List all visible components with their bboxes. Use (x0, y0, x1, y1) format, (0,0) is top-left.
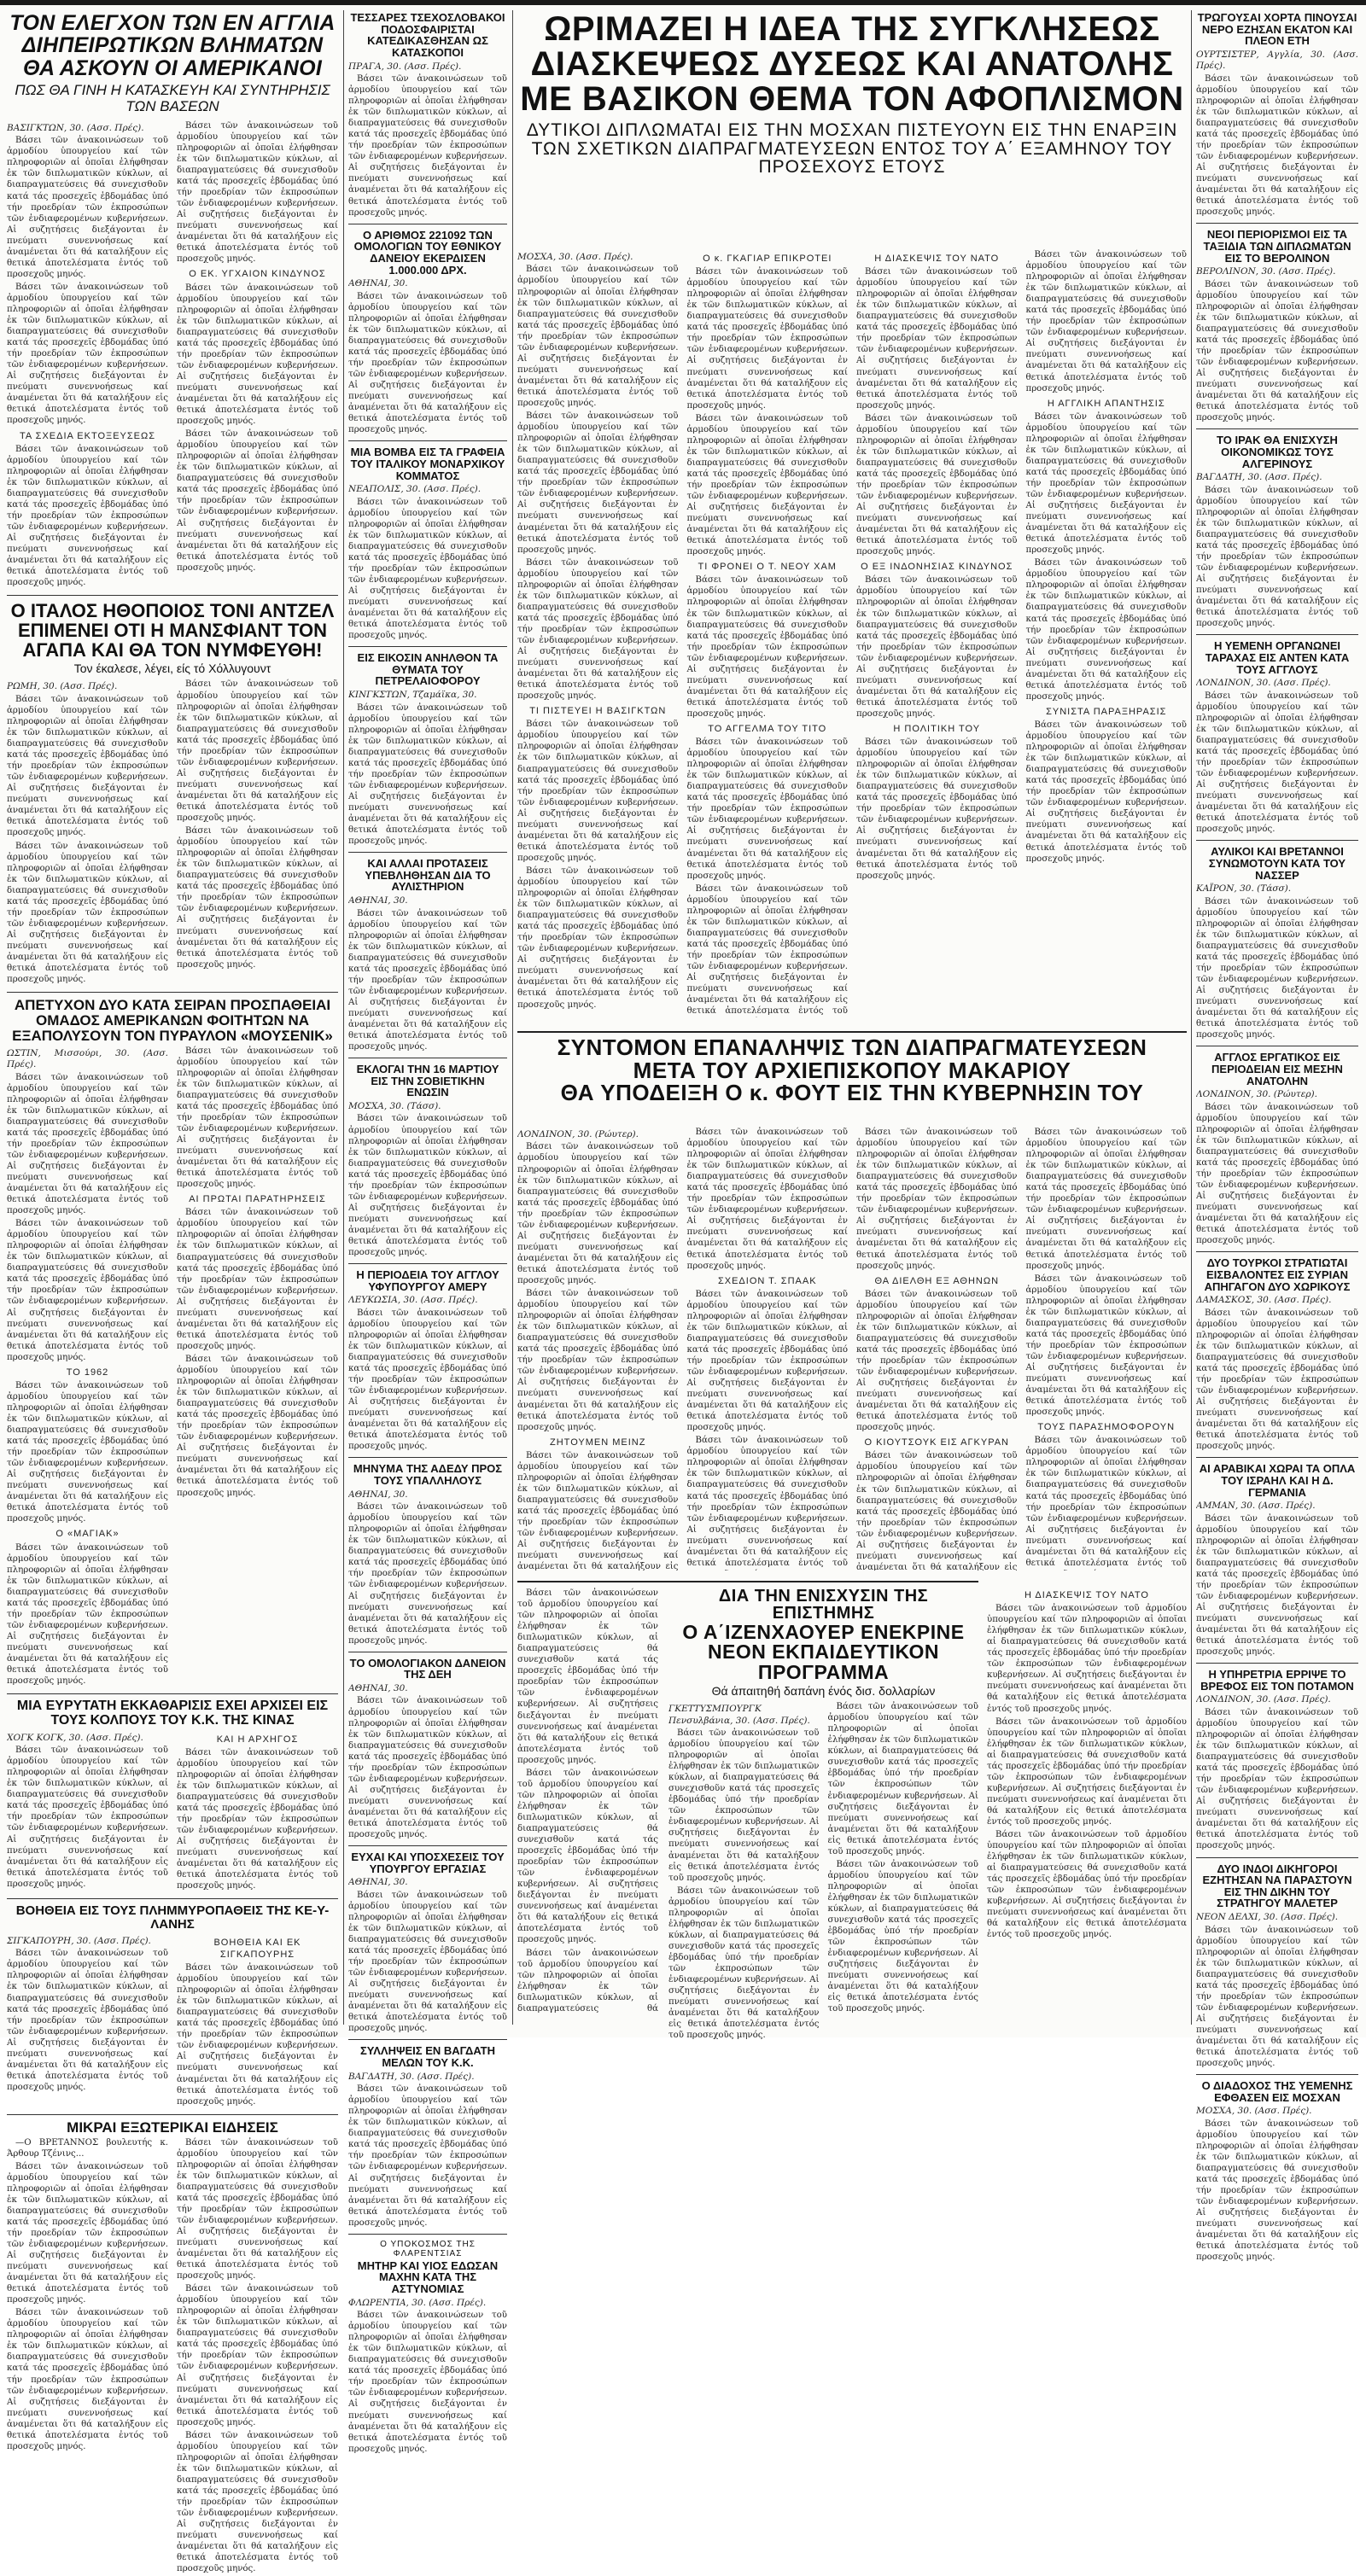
banner-headline: ΩΡΙΜΑΖΕΙ Η ΙΔΕΑ ΤΗΣ ΣΥΓΚΛΗΣΕΩΣ ΔΙΑΣΚΕΨΕΩΣ ΔΥΣΕΩΣ ΚΑΙ ΑΝΑΤΟΛΗΣ ΜΕ ΒΑΣΙΚΟΝ ΘΕΜΑ ΤΟΝ ΑΦΟΠΛΙΣΜΟΝ (520, 10, 1184, 118)
dateline: ΝΕΑΠΟΛΙΣ, 30. (Ασσ. Πρές). (348, 484, 482, 495)
article-text: Βάσει τῶν ἀνακοινώσεων τοῦ ἀρμοδίου ὑπουργείου καί τῶν πληροφοριῶν αἱ ὁποῖαι ἐλήφθησαν ἐκ τῶν διπλωματικῶν κύκλων, αἱ διαπραγματεύσεις θά συνεχισθοῦν κατά τάς προσεχεῖς ἑβδομάδας ὑπό τήν προεδρίαν τῶν ἐκπροσώπων τῶν ἐνδιαφερομένων κυβερνήσεων. Αἱ συζητήσεις διεξάγονται ἐν πνεύματι συνεννοήσεως καί ἀναμένεται ὅτι θά καταλήξουν εἰς θετικά ἀποτελέσματα ἐντός τοῦ προσεχοῦς μηνός. (1196, 691, 1358, 835)
science-subhead: Θά άπαιτηθή δαπάνη ένός δισ. δολλαρίων (711, 1684, 936, 1699)
headline-dei-loan: ΤΟ ΟΜΟΛΟΓΙΑΚΟΝ ΔΑΝΕΙΟΝ ΤΗΣ ΔΕΗ (349, 1656, 506, 1681)
article-text: Βάσει τῶν ἀνακοινώσεων τοῦ ἀρμοδίου ὑπουργείου καί τῶν πληροφοριῶν αἱ ὁποῖαι ἐλήφθησαν ἐκ τῶν διπλωματικῶν κύκλων, αἱ διαπραγματεύσεις θά συνεχισθοῦν κατά τάς προσεχεῖς ἑβδομάδας ὑπό τήν προεδρίαν τῶν ἐκπροσώπων τῶν ἐνδιαφερομένων κυβερνήσεων. Αἱ συζητήσεις διεξάγονται ἐν πνεύματι συνεννοήσεως καί ἀναμένεται ὅτι θά καταλήξουν εἰς θετικά ἀποτελέσματα ἐντός τοῦ προσεχοῦς μηνός. (7, 444, 168, 588)
headline-ceylon: ΒΟΗΘΕΙΑ ΕΙΣ ΤΟΥΣ ΠΛΗΜΜΥΡΟΠΑΘΕΙΣ ΤΗΣ ΚΕ-Υ-ΛΑΝΗΣ (15, 1903, 330, 1932)
section-heading: ΤΑ ΣΧΕΔΙΑ ΕΚΤΟΞΕΥΣΕΩΣ (19, 430, 156, 441)
section-heading: ΚΑΙ Η ΑΡΧΗΓΟΣ (216, 1734, 299, 1745)
headline-florence: ΜΗΤΗΡ ΚΑΙ ΥΙΟΣ ΕΔΩΣΑΝ ΜΑΧΗΝ ΚΑΤΑ ΤΗΣ ΑΣΤΥΝΟΜΙΑΣ (357, 2258, 499, 2296)
article-text: Βάσει τῶν ἀνακοινώσεων τοῦ ἀρμοδίου ὑπουργείου καί τῶν πληροφοριῶν αἱ ὁποῖαι ἐλήφθησαν ἐκ τῶν διπλωματικῶν κύκλων, αἱ διαπραγματεύσεις θά συνεχισθοῦν κατά τάς προσεχεῖς ἑβδομάδας ὑπό τήν προεδρίαν τῶν ἐκπροσώπων τῶν ἐνδιαφερομένων κυβερνήσεων. Αἱ συζητήσεις διεξάγονται ἐν πνεύματι συνεννοήσεως καί ἀναμένεται ὅτι θά καταλήξουν εἰς θετικά ἀποτελέσματα ἐντός τοῦ προσεχοῦς μηνός. (7, 1219, 168, 1362)
article-text: Βάσει τῶν ἀνακοινώσεων τοῦ ἀρμοδίου ὑπουργείου καί τῶν πληροφοριῶν αἱ ὁποῖαι ἐλήφθησαν ἐκ τῶν διπλωματικῶν κύκλων, αἱ διαπραγματεύσεις θά (517, 1948, 658, 2014)
article-text: Βάσει τῶν ἀνακοινώσεων τοῦ ἀρμοδίου ὑπουργείου καί τῶν πληροφοριῶν αἱ ὁποῖαι ἐλήφθησαν ἐκ τῶν διπλωματικῶν κύκλων, αἱ διαπραγματεύσεις θά συνεχισθοῦν κατά τάς προσεχεῖς ἑβδομάδας ὑπό τήν προεδρίαν τῶν ἐκπροσώπων τῶν ἐνδιαφερομένων κυβερνήσεων. Αἱ συζητήσεις διεξάγονται ἐν πνεύματι συνεννοήσεως καί ἀναμένεται ὅτι θά καταλήξουν εἰς θετικά ἀποτελέσματα ἐντός τοῦ προσεχοῦς μηνός. (177, 1747, 338, 1891)
headline-soviet-elections: ΕΚΛΟΓΑΙ ΤΗΝ 16 ΜΑΡΤΙΟΥ ΕΙΣ ΤΗΝ ΣΟΒΙΕΤΙΚΗΝ ΕΝΩΣΙΝ (356, 1063, 499, 1099)
headline-foreign-news: ΜΙΚΡΑΙ ΕΞΩΤΕΡΙΚΑΙ ΕΙΔΗΣΕΙΣ (67, 2118, 278, 2136)
article-text: Βάσει τῶν ἀνακοινώσεων τοῦ ἀρμοδίου ὑπουργείου καί τῶν πληροφοριῶν αἱ ὁποῖαι ἐλήφθησαν ἐκ τῶν διπλωματικῶν κύκλων, αἱ διαπραγματεύσεις θά συνεχισθοῦν κατά τάς προσεχεῖς ἑβδομάδας ὑπό τήν προεδρίαν τῶν ἐκπροσώπων τῶν ἐνδιαφερομένων κυβερνήσεων. Αἱ συζητήσεις διεξάγονται ἐν πνεύματι συνεννοήσεως καί ἀναμένεται ὅτι θά καταλήξουν εἰς θετικά ἀποτελέσματα ἐντός τοῦ προσεχοῦς μηνός. (7, 2308, 168, 2451)
article-text: Βάσει τῶν ἀνακοινώσεων τοῦ ἀρμοδίου ὑπουργείου καί τῶν πληροφοριῶν αἱ ὁποῖαι ἐλήφθησαν ἐκ τῶν διπλωματικῶν κύκλων, αἱ διαπραγματεύσεις θά συνεχισθοῦν κατά τάς προσεχεῖς ἑβδομάδας ὑπό τήν προεδρίαν τῶν ἐκπροσώπων τῶν ἐνδιαφερομένων κυβερνήσεων. Αἱ συζητήσεις διεξάγονται ἐν πνεύματι συνεννοήσεως καί ἀναμένεται ὅτι θά καταλήξουν εἰς θετικά ἀποτελέσματα ἐντός τοῦ προσεχοῦς μηνός. (7, 2161, 168, 2305)
science-continuation (987, 1586, 1187, 2013)
headline-berlin: ΝΕΟΙ ΠΕΡΙΟΡΙΣΜΟΙ ΕΙΣ ΤΑ ΤΑΞΙΔΙΑ ΤΩΝ ΔΙΠΛΩΜΑΤΩΝ ΕΙΣ ΤΟ ΒΕΡΟΛΙΝΟΝ (1203, 228, 1351, 265)
headline-actor: Ο ΙΤΑΛΟΣ ΗΘΟΠΟΙΟΣ ΤΟΝΙ ΑΝΤΖΕΛ ΕΠΙΜΕΝΕΙ ΟΤΙ Η ΜΑΝΣΦΙΑΝΤ ΤΟΝ ΑΓΑΠΑ ΚΑΙ ΘΑ ΤΟΝ ΝΥΜΦΕΥΘΗ! (10, 600, 335, 661)
article-text: Βάσει τῶν ἀνακοινώσεων τοῦ ἀρμοδίου ὑπουργείου καί τῶν πληροφοριῶν αἱ ὁποῖαι ἐλήφθησαν ἐκ τῶν διπλωματικῶν κύκλων, αἱ διαπραγματεύσεις θά συνεχισθοῦν κατά τάς προσεχεῖς ἑβδομάδας ὑπό τήν προεδρίαν τῶν ἐκπροσώπων τῶν ἐνδιαφερομένων κυβερνήσεων. Αἱ συζητήσεις διεξάγονται ἐν πνεύματι συνεννοήσεως καί ἀναμένεται ὅτι θά καταλήξουν εἰς θετικά ἀποτελέσματα ἐντός τοῦ προσεχοῦς μηνός. (177, 1208, 338, 1351)
article-text: Βάσει τῶν ἀνακοινώσεων τοῦ ἀρμοδίου ὑπουργείου καί τῶν πληροφοριῶν αἱ ὁποῖαι ἐλήφθησαν ἐκ τῶν διπλωματικῶν κύκλων, αἱ διαπραγματεύσεις θά συνεχισθοῦν κατά τάς προσεχεῖς ἑβδομάδας ὑπό τήν προεδρίαν τῶν ἐκπροσώπων τῶν ἐνδιαφερομένων κυβερνήσεων. Αἱ συζητήσεις διεξάγονται ἐν πνεύματι συνεννοήσεως καί ἀναμένεται ὅτι θά καταλήξουν εἰς θετικά ἀποτελέσματα ἐντός τοῦ προσεχοῦς μηνός. (517, 265, 679, 408)
article-text: Βάσει τῶν ἀνακοινώσεων τοῦ ἀρμοδίου ὑπουργείου καί τῶν πληροφοριῶν αἱ ὁποῖαι ἐλήφθησαν ἐκ τῶν διπλωματικῶν κύκλων, αἱ διαπραγματεύσεις θά συνεχισθοῦν κατά τάς προσεχεῖς ἑβδομάδας ὑπό τήν προεδρίαν τῶν ἐκπροσώπων τῶν ἐνδιαφερομένων κυβερνήσεων. Αἱ συζητήσεις διεξάγονται ἐν πνεύματι συνεννοήσεως καί ἀναμένεται ὅτι θά καταλήξουν εἰς θετικά ἀποτελέσματα ἐντός τοῦ προσεχοῦς μηνός. (987, 1716, 1187, 1827)
column-5 (1196, 10, 1358, 2264)
section-heading: ΣΥΝΙΣΤΑ ΠΑΡΑΞΗΡΑΣΙΣ (1046, 706, 1167, 717)
headline-amery: Η ΠΕΡΙΟΔΕΙΑ ΤΟΥ ΑΓΓΛΟΥ ΥΦΥΠΟΥΡΓΟΥ ΑΜΕΡΥ (356, 1268, 499, 1293)
article-text: Βάσει τῶν ἀνακοινώσεων τοῦ ἀρμοδίου ὑπουργείου καί τῶν πληροφοριῶν αἱ ὁποῖαι ἐλήφθησαν ἐκ τῶν διπλωματικῶν κύκλων, αἱ διαπραγματεύσεις θά συνεχισθοῦν κατά τάς προσεχεῖς ἑβδομάδας ὑπό τήν προεδρίαν τῶν ἐκπροσώπων τῶν ἐνδιαφερομένων κυβερνήσεων. Αἱ συζητήσεις διεξάγονται ἐν πνεύματι συνεννοήσεως καί ἀναμένεται ὅτι θά καταλήξουν εἰς θετικά ἀποτελέσματα ἐντός τοῦ προσεχοῦς μηνός. (517, 865, 679, 1010)
article-text: Βάσει τῶν ἀνακοινώσεων τοῦ ἀρμοδίου ὑπουργείου καί τῶν πληροφοριῶν αἱ ὁποῖαι ἐλήφθησαν ἐκ τῶν διπλωματικῶν κύκλων, αἱ διαπραγματεύσεις θά συνεχισθοῦν κατά τάς προσεχεῖς ἑβδομάδας ὑπό τήν προεδρίαν τῶν ἐκπροσώπων τῶν ἐνδιαφερομένων κυβερνήσεων. Αἱ συζητήσεις διεξάγονται ἐν πνεύματι συνεννοήσεως καί ἀναμένεται ὅτι θά καταλήξουν εἰς θετικά ἀποτελέσματα ἐντός τοῦ προσεχοῦς μηνός. (1025, 250, 1187, 393)
headline-nasser: ΑΥΛΙΚΟΙ ΚΑΙ ΒΡΕΤΑΝΝΟΙ ΣΥΝΩΜΟΤΟΥΝ ΚΑΤΑ ΤΟΥ ΝΑΣΣΕΡ (1208, 845, 1346, 882)
cyprus-story (517, 1031, 1187, 1104)
column-rule (343, 10, 344, 2025)
article-text: Βάσει τῶν ἀνακοινώσεων τοῦ ἀρμοδίου ὑπουργείου καί τῶν πληροφοριῶν αἱ ὁποῖαι ἐλήφθησαν ἐκ τῶν διπλωματικῶν κύκλων, αἱ διαπραγματεύσεις θά συνεχισθοῦν κατά τάς προσεχεῖς ἑβδομάδας ὑπό τήν προεδρίαν τῶν ἐκπροσώπων τῶν ἐνδιαφερομένων κυβερνήσεων. Αἱ συζητήσεις διεξάγονται ἐν πνεύματι συνεννοήσεως καί ἀναμένεται ὅτι θά καταλήξουν εἰς θετικά ἀποτελέσματα ἐντός τοῦ προσεχοῦς μηνός. (348, 702, 507, 847)
section-heading: Ο ΕΚ. ΥΓΧΑΙΟΝ ΚΙΝΔΥΝΟΣ (189, 269, 326, 280)
headline-lottery: Ο ΑΡΙΘΜΟΣ 221092 ΤΩΝ ΟΜΟΛΟΓΙΩΝ ΤΟΥ ΕΘΝΙΚΟΥ ΔΑΝΕΙΟΥ ΕΚΕΡΔΙΣΕΝ 1.000.000 ΔΡΧ. (353, 228, 502, 277)
dateline: ΑΘΗΝΑΙ, 30. (348, 1683, 408, 1694)
dateline: ΡΩΜΗ, 30. (Ασσ. Πρές). (7, 681, 118, 692)
article-text: Βάσει τῶν ἀνακοινώσεων τοῦ ἀρμοδίου ὑπουργείου καί τῶν πληροφοριῶν αἱ ὁποῖαι ἐλήφθησαν ἐκ τῶν διπλωματικῶν κύκλων, αἱ διαπραγματεύσεις θά συνεχισθοῦν κατά τάς προσεχεῖς ἑβδομάδας ὑπό τήν προεδρίαν τῶν ἐκπροσώπων τῶν ἐνδιαφερομένων κυβερνήσεων. Αἱ συζητήσεις διεξάγονται ἐν πνεύματι συνεννοήσεως καί ἀναμένεται ὅτι θά καταλήξουν εἰς θετικά ἀποτελέσματα ἐντός τοῦ προσεχοῦς μηνός. (517, 1588, 658, 1765)
article-text: Βάσει τῶν ἀνακοινώσεων τοῦ ἀρμοδίου ὑπουργείου καί τῶν πληροφοριῶν αἱ ὁποῖαι ἐλήφθησαν ἐκ τῶν διπλωματικῶν κύκλων, αἱ διαπραγματεύσεις θά συνεχισθοῦν κατά τάς προσεχεῖς ἑβδομάδας ὑπό τήν προεδρίαν τῶν ἐκπροσώπων τῶν ἐνδιαφερομένων κυβερνήσεων. Αἱ συζητήσεις διεξάγονται ἐν πνεύματι συνεννοήσεως καί ἀναμένεται ὅτι θά καταλήξουν εἰς θετικά ἀποτελέσματα ἐντός τοῦ προσεχοῦς μηνός. (7, 1380, 168, 1524)
section-heading: Η ΔΙΑΣΚΕΨΙΣ ΤΟΥ ΝΑΤΟ (874, 254, 1000, 264)
article-text: Βάσει τῶν ἀνακοινώσεων τοῦ ἀρμοδίου ὑπουργείου καί τῶν πληροφοριῶν αἱ ὁποῖαι ἐλήφθησαν ἐκ τῶν διπλωματικῶν κύκλων, αἱ διαπραγματεύσεις θά συνεχισθοῦν κατά τάς προσεχεῖς ἑβδομάδας ὑπό τήν προεδρίαν τῶν ἐκπροσώπων τῶν ἐνδιαφερομένων κυβερνήσεων. Αἱ συζητήσεις διεξάγονται ἐν πνεύματι συνεννοήσεως καί ἀναμένεται ὅτι θά καταλήξουν εἰς θετικά ἀποτελέσματα ἐντός τοῦ προσεχοῦς μηνός. (856, 1289, 1018, 1433)
article-text: Βάσει τῶν ἀνακοινώσεων τοῦ ἀρμοδίου ὑπουργείου καί τῶν πληροφοριῶν αἱ ὁποῖαι ἐλήφθησαν ἐκ τῶν διπλωματικῶν κύκλων, αἱ διαπραγματεύσεις θά συνεχισθοῦν κατά τάς προσεχεῖς ἑβδομάδας ὑπό τήν προεδρίαν τῶν ἐκπροσώπων τῶν ἐνδιαφερομένων κυβερνήσεων. Αἱ συζητήσεις διεξάγονται ἐν πνεύματι συνεννοήσεως καί ἀναμένεται ὅτι θά καταλήξουν εἰς θετικά ἀποτελέσματα ἐντός τοῦ προσεχοῦς μηνός. (1025, 1128, 1187, 1271)
column-2 (348, 10, 507, 2457)
headline-yemen-heir: Ο ΔΙΑΔΟΧΟΣ ΤΗΣ ΥΕΜΕΝΗΣ ΕΦΘΑΣΕΝ ΕΙΣ ΜΟΣΧΑΝ (1201, 2079, 1353, 2104)
section-heading: Ο ΚΙΟΥΤΣΟΥΚ ΕΙΣ ΑΓΚΥΡΑΝ (864, 1437, 1009, 1448)
article-text: Βάσει τῶν ἀνακοινώσεων τοῦ ἀρμοδίου ὑπουργείου καί τῶν πληροφοριῶν αἱ ὁποῖαι ἐλήφθησαν ἐκ τῶν διπλωματικῶν κύκλων, αἱ διαπραγματεύσεις θά συνεχισθοῦν κατά τάς προσεχεῖς ἑβδομάδας ὑπό τήν προεδρίαν τῶν ἐκπροσώπων τῶν ἐνδιαφερομένων κυβερνήσεων. Αἱ συζητήσεις διεξάγονται ἐν πνεύματι συνεννοήσεως καί ἀναμένεται ὅτι θά καταλήξουν εἰς θετικά ἀποτελέσματα ἐντός τοῦ προσεχοῦς μηνός. (517, 1142, 679, 1285)
article-text: Βάσει τῶν ἀνακοινώσεων τοῦ ἀρμοδίου ὑπουργείου καί τῶν πληροφοριῶν αἱ ὁποῖαι ἐλήφθησαν ἐκ τῶν διπλωματικῶν κύκλων, αἱ διαπραγματεύσεις θά συνεχισθοῦν κατά τάς προσεχεῖς ἑβδομάδας ὑπό τήν προεδρίαν τῶν ἐκπροσώπων τῶν ἐνδιαφερομένων κυβερνήσεων. Αἱ συζητήσεις διεξάγονται ἐν πνεύματι συνεννοήσεως καί ἀναμένεται ὅτι θά καταλήξουν εἰς θετικά ἀποτελέσματα ἐντός τοῦ προσεχοῦς μηνός. (177, 2284, 338, 2427)
article-text: Βάσει τῶν ἀνακοινώσεων τοῦ ἀρμοδίου ὑπουργείου καί τῶν πληροφοριῶν αἱ ὁποῖαι ἐλήφθησαν ἐκ τῶν διπλωματικῶν κύκλων, αἱ διαπραγματεύσεις θά συνεχισθοῦν κατά τάς προσεχεῖς ἑβδομάδας ὑπό τήν προεδρίαν τῶν ἐκπροσώπων τῶν ἐνδιαφερομένων κυβερνήσεων. Αἱ συζητήσεις διεξάγονται ἐν πνεύματι συνεννοήσεως καί ἀναμένεται ὅτι θά καταλήξουν εἰς θετικά ἀποτελέσματα ἐντός τοῦ προσεχοῦς μηνός. (348, 1114, 507, 1258)
article-text: Βάσει τῶν ἀνακοινώσεων τοῦ ἀρμοδίου ὑπουργείου καί τῶν πληροφοριῶν αἱ ὁποῖαι ἐλήφθησαν ἐκ τῶν διπλωματικῶν κύκλων, αἱ διαπραγματεύσεις θά συνεχισθοῦν κατά τάς προσεχεῖς ἑβδομάδας ὑπό τήν προεδρίαν τῶν ἐκπροσώπων τῶν ἐνδιαφερομένων κυβερνήσεων. Αἱ συζητήσεις διεξάγονται ἐν πνεύματι συνεννοήσεως καί ἀναμένεται ὅτι θά καταλήξουν εἰς θετικά ἀποτελέσματα ἐντός τοῦ προσεχοῦς μηνός. (856, 267, 1018, 411)
headline-proposals: ΚΑΙ ΑΛΛΑΙ ΠΡΟΤΑΣΕΙΣ ΥΠΕΒΛΗΘΗΣΑΝ ΔΙΑ ΤΟ ΑΥΛΙΣΤΗΡΙΟΝ (365, 857, 491, 894)
subhead-ballistic: ΠΩΣ ΘΑ ΓΙΝΗ Η ΚΑΤΑΣΚΕΥΗ ΚΑΙ ΣΥΝΤΗΡΗΣΙΣ ΤΩΝ ΒΑΣΕΩΝ (15, 81, 330, 115)
article-text: Βάσει τῶν ἀνακοινώσεων τοῦ ἀρμοδίου ὑπουργείου καί τῶν πληροφοριῶν αἱ ὁποῖαι ἐλήφθησαν ἐκ τῶν διπλωματικῶν κύκλων, αἱ διαπραγματεύσεις θά συνεχισθοῦν κατά τάς προσεχεῖς ἑβδομάδας ὑπό τήν προεδρίαν τῶν ἐκπροσώπων τῶν ἐνδιαφερομένων κυβερνήσεων. Αἱ συζητήσεις διεξάγονται ἐν πνεύματι συνεννοήσεως καί ἀναμένεται ὅτι θά καταλήξουν εἰς θετικά ἀποτελέσματα ἐντός τοῦ προσεχοῦς μηνός. (177, 429, 338, 573)
article-text: Βάσει τῶν ἀνακοινώσεων τοῦ ἀρμοδίου ὑπουργείου καί τῶν πληροφοριῶν αἱ ὁποῖαι ἐλήφθησαν ἐκ τῶν διπλωματικῶν κύκλων, αἱ διαπραγματεύσεις θά συνεχισθοῦν κατά τάς προσεχεῖς ἑβδομάδας ὑπό τήν προεδρίαν τῶν ἐκπροσώπων τῶν ἐνδιαφερομένων κυβερνήσεων. Αἱ συζητήσεις διεξάγονται ἐν πνεύματι συνεννοήσεως καί ἀναμένεται ὅτι θά καταλήξουν εἰς θετικά ἀποτελέσματα ἐντός τοῦ προσεχοῦς μηνός. (686, 267, 848, 411)
headline-tanker: ΕΙΣ ΕΙΚΟΣΙΝ ΑΝΗΛΘΟΝ ΤΑ ΘΥΜΑΤΑ ΤΟΥ ΠΕΤΡΕΛΑΙΟΦΟΡΟΥ (357, 651, 499, 688)
article-text: Βάσει τῶν ἀνακοινώσεων τοῦ ἀρμοδίου ὑπουργείου καί τῶν πληροφοριῶν αἱ ὁποῖαι ἐλήφθησαν ἐκ τῶν διπλωματικῶν κύκλων, αἱ διαπραγματεύσεις θά συνεχισθοῦν κατά τάς προσεχεῖς ἑβδομάδας ὑπό τήν προεδρίαν τῶν ἐκπροσώπων τῶν ἐνδιαφερομένων κυβερνήσεων. Αἱ συζητήσεις διεξάγονται ἐν πνεύματι συνεννοήσεως καί ἀναμένεται ὅτι θά καταλήξουν εἰς θετικά ἀποτελέσματα ἐντός τοῦ προσεχοῦς μηνός. (517, 720, 679, 863)
article-text: Βάσει τῶν ἀνακοινώσεων τοῦ ἀρμοδίου ὑπουργείου καί τῶν πληροφοριῶν αἱ ὁποῖαι ἐλήφθησαν ἐκ τῶν διπλωματικῶν κύκλων, αἱ διαπραγματεύσεις θά συνεχισθοῦν κατά τάς προσεχεῖς ἑβδομάδας ὑπό τήν προεδρίαν τῶν ἐκπροσώπων τῶν ἐνδιαφερομένων κυβερνήσεων. Αἱ συζητήσεις διεξάγονται ἐν πνεύματι συνεννοήσεως καί ἀναμένεται ὅτι θά καταλήξουν εἰς θετικά ἀποτελέσματα ἐντός τοῦ προσεχοῦς μηνός. (348, 497, 507, 641)
article-text: Βάσει τῶν ἀνακοινώσεων τοῦ ἀρμοδίου ὑπουργείου καί τῶν πληροφοριῶν αἱ ὁποῖαι ἐλήφθησαν ἐκ τῶν διπλωματικῶν κύκλων, αἱ διαπραγματεύσεις θά συνεχισθοῦν κατά τάς προσεχεῖς ἑβδομάδας ὑπό τήν προεδρίαν τῶν ἐκπροσώπων τῶν ἐνδιαφερομένων κυβερνήσεων. Αἱ συζητήσεις διεξάγονται ἐν πνεύματι συνεννοήσεως καί ἀναμένεται ὅτι θά καταλήξουν εἰς θετικά ἀποτελέσματα ἐντός τοῦ προσεχοῦς μηνός. (827, 1702, 978, 1856)
article-text: Βάσει τῶν ἀνακοινώσεων τοῦ ἀρμοδίου ὑπουργείου καί τῶν πληροφοριῶν αἱ ὁποῖαι ἐλήφθησαν ἐκ τῶν διπλωματικῶν κύκλων, αἱ διαπραγματεύσεις θά συνεχισθοῦν κατά τάς προσεχεῖς ἑβδομάδας ὑπό τήν προεδρίαν τῶν ἐκπροσώπων τῶν ἐνδιαφερομένων κυβερνήσεων. Αἱ συζητήσεις διεξάγονται ἐν πνεύματι συνεννοήσεως καί ἀναμένεται ὅτι θά καταλήξουν εἰς θετικά ἀποτελέσματα ἐντός τοῦ προσεχοῦς μηνός. (348, 2084, 507, 2228)
article-text: Βάσει τῶν ἀνακοινώσεων τοῦ ἀρμοδίου ὑπουργείου καί τῶν πληροφοριῶν αἱ ὁποῖαι ἐλήφθησαν ἐκ τῶν διπλωματικῶν κύκλων, αἱ διαπραγματεύσεις θά συνεχισθοῦν κατά τάς προσεχεῖς ἑβδομάδας ὑπό τήν προεδρίαν τῶν ἐκπροσώπων τῶν ἐνδιαφερομένων κυβερνήσεων. Αἱ συζητήσεις διεξάγονται ἐν πνεύματι συνεννοήσεως καί ἀναμένεται ὅτι θά καταλήξουν εἰς θετικά ἀποτελέσματα ἐντός τοῦ προσεχοῦς μηνός. (177, 1963, 338, 2107)
dateline: ΛΟΝΔΙΝΟΝ, 30. (Ρώυτερ). (517, 1129, 639, 1139)
article-text: Βάσει τῶν ἀνακοινώσεων τοῦ ἀρμοδίου ὑπουργείου καί τῶν πληροφοριῶν αἱ ὁποῖαι ἐλήφθησαν ἐκ τῶν διπλωματικῶν κύκλων, αἱ διαπραγματεύσεις θά συνεχισθοῦν κατά τάς προσεχεῖς ἑβδομάδας ὑπό τήν προεδρίαν τῶν ἐκπροσώπων τῶν ἐνδιαφερομένων κυβερνήσεων. Αἱ συζητήσεις διεξάγονται ἐν πνεύματι συνεννοήσεως καί ἀναμένεται ὅτι θά καταλήξουν εἰς θετικά ἀποτελέσματα ἐντός τοῦ προσεχοῦς μηνός. (1196, 1925, 1358, 2069)
dateline: ΟΥΡΤΣΙΣΤΕΡ, Αγγλία, 30. (Ασσ. Πρές). (1196, 49, 1358, 72)
article-text: Βάσει τῶν ἀνακοινώσεων τοῦ ἀρμοδίου ὑπουργείου καί τῶν πληροφοριῶν αἱ ὁποῖαι ἐλήφθησαν ἐκ τῶν διπλωματικῶν κύκλων, αἱ διαπραγματεύσεις θά συνεχισθοῦν κατά τάς προσεχεῖς ἑβδομάδας ὑπό τήν προεδρίαν τῶν ἐκπροσώπων τῶν ἐνδιαφερομένων κυβερνήσεων. Αἱ συζητήσεις διεξάγονται ἐν πνεύματι συνεννοήσεως καί ἀναμένεται ὅτι θά καταλήξουν εἰς θετικά ἀποτελέσματα ἐντός τοῦ προσεχοῦς μηνός. (1196, 1513, 1358, 1658)
headline-yemen-aden: Η ΥΕΜΕΝΗ ΟΡΓΑΝΩΝΕΙ ΤΑΡΑΧΑΣ ΕΙΣ ΑΝΤΕΝ ΚΑΤΑ ΤΟΥΣ ΑΓΓΛΟΥΣ (1205, 639, 1350, 676)
article-text: Βάσει τῶν ἀνακοινώσεων τοῦ ἀρμοδίου ὑπουργείου καί τῶν πληροφοριῶν αἱ ὁποῖαι ἐλήφθησαν ἐκ τῶν διπλωματικῶν κύκλων, αἱ διαπραγματεύσεις θά συνεχισθοῦν κατά τάς προσεχεῖς ἑβδομάδας ὑπό τήν προεδρίαν τῶν ἐκπροσώπων τῶν ἐνδιαφερομένων κυβερνήσεων. Αἱ συζητήσεις διεξάγονται ἐν πνεύματι συνεννοήσεως καί ἀναμένεται ὅτι θά καταλήξουν εἰς θετικά ἀποτελέσματα ἐντός τοῦ προσεχοῦς μηνός. (856, 1128, 1018, 1271)
headline-china: ΜΙΑ ΕΥΡΥΤΑΤΗ ΕΚΚΑΘΑΡΙΣΙΣ ΕΧΕΙ ΑΡΧΙΣΕΙ ΕΙΣ ΤΟΥΣ ΚΟΛΠΟΥΣ ΤΟΥ Κ.Κ. ΤΗΣ ΚΙΝΑΣ (16, 1699, 329, 1728)
article-text: Βάσει τῶν ἀνακοινώσεων τοῦ ἀρμοδίου ὑπουργείου καί τῶν πληροφοριῶν αἱ ὁποῖαι ἐλήφθησαν ἐκ τῶν διπλωματικῶν κύκλων, αἱ διαπραγματεύσεις θά συνεχισθοῦν κατά τάς προσεχεῖς ἑβδομάδας ὑπό τήν προεδρίαν τῶν ἐκπροσώπων τῶν ἐνδιαφερομένων κυβερνήσεων. Αἱ συζητήσεις διεξάγονται ἐν πνεύματι συνεννοήσεως καί ἀναμένεται ὅτι θά καταλήξουν εἰς θετικά ἀποτελέσματα ἐντός τοῦ προσεχοῦς μηνός. (7, 694, 168, 838)
kicker: Ο ΥΠΟΚΟΣΜΟΣ ΤΗΣ ΦΛΑΡΕΝΤΣΙΑΣ (380, 2239, 476, 2258)
article-text: Βάσει τῶν ἀνακοινώσεων τοῦ ἀρμοδίου ὑπουργείου καί τῶν πληροφοριῶν αἱ ὁποῖαι ἐλήφθησαν ἐκ τῶν διπλωματικῶν κύκλων, αἱ διαπραγματεύσεις θά συνεχισθοῦν κατά τάς προσεχεῖς ἑβδομάδας ὑπό τήν προεδρίαν τῶν ἐκπροσώπων τῶν ἐνδιαφερομένων κυβερνήσεων. Αἱ συζητήσεις διεξάγονται ἐν πνεύματι συνεννοήσεως καί ἀναμένεται ὅτι θά καταλήξουν εἰς θετικά ἀποτελέσματα ἐντός τοῦ προσεχοῦς μηνός. (348, 1502, 507, 1646)
article-text: Βάσει τῶν ἀνακοινώσεων τοῦ ἀρμοδίου ὑπουργείου καί τῶν πληροφοριῶν αἱ ὁποῖαι ἐλήφθησαν ἐκ τῶν διπλωματικῶν κύκλων, αἱ διαπραγματεύσεις θά συνεχισθοῦν κατά τάς προσεχεῖς ἑβδομάδας ὑπό τήν προεδρίαν τῶν ἐκπροσώπων τῶν ἐνδιαφερομένων κυβερνήσεων. Αἱ συζητήσεις διεξάγονται ἐν πνεύματι συνεννοήσεως καί ἀναμένεται ὅτι θά καταλήξουν εἰς (517, 1450, 679, 1571)
section-heading: Ο κ. ΓΚΑΓΙΑΡ ΕΠΙΚΡΟΤΕΙ (703, 254, 832, 264)
article-text: Βάσει τῶν ἀνακοινώσεων τοῦ ἀρμοδίου ὑπουργείου καί τῶν πληροφοριῶν αἱ ὁποῖαι ἐλήφθησαν ἐκ τῶν διπλωματικῶν κύκλων, αἱ διαπραγματεύσεις θά συνεχισθοῦν κατά τάς προσεχεῖς ἑβδομάδας ὑπό τήν προεδρίαν τῶν ἐκπροσώπων τῶν ἐνδιαφερομένων κυβερνήσεων. Αἱ συζητήσεις διεξάγονται ἐν πνεύματι συνεννοήσεως καί ἀναμένεται ὅτι θά καταλήξουν εἰς θετικά ἀποτελέσματα ἐντός τοῦ προσεχοῦς μηνός. (7, 1746, 168, 1889)
article-text: Βάσει τῶν ἀνακοινώσεων τοῦ ἀρμοδίου ὑπουργείου καί τῶν πληροφοριῶν αἱ ὁποῖαι ἐλήφθησαν ἐκ τῶν διπλωματικῶν κύκλων, αἱ διαπραγματεύσεις θά συνεχισθοῦν κατά τάς προσεχεῖς ἑβδομάδας ὑπό τήν προεδρίαν τῶν ἐκπροσώπων τῶν ἐνδιαφερομένων κυβερνήσεων. Αἱ συζητήσεις διεξάγονται ἐν πνεύματι συνεννοήσεως καί ἀναμένεται ὅτι θά καταλήξουν εἰς θετικά ἀποτελέσματα ἐντός τοῦ προσεχοῦς μηνός. (987, 1604, 1187, 1714)
article-text: Βάσει τῶν ἀνακοινώσεων τοῦ ἀρμοδίου ὑπουργείου καί τῶν πληροφοριῶν αἱ ὁποῖαι ἐλήφθησαν ἐκ τῶν διπλωματικῶν κύκλων, αἱ διαπραγματεύσεις θά συνεχισθοῦν κατά τάς προσεχεῖς ἑβδομάδας ὑπό τήν προεδρίαν τῶν ἐκπροσώπων τῶν ἐνδιαφερομένων κυβερνήσεων. Αἱ συζητήσεις διεξάγονται ἐν πνεύματι συνεννοήσεως καί ἀναμένεται ὅτι θά καταλήξουν εἰς θετικά ἀποτελέσματα ἐντός τοῦ προσεχοῦς μηνός. (348, 908, 507, 1052)
article-text: Βάσει τῶν ἀνακοινώσεων τοῦ ἀρμοδίου ὑπουργείου καί τῶν πληροφοριῶν αἱ ὁποῖαι ἐλήφθησαν ἐκ τῶν διπλωματικῶν κύκλων, αἱ διαπραγματεύσεις θά συνεχισθοῦν κατά τάς προσεχεῖς ἑβδομάδας ὑπό τήν προεδρίαν τῶν ἐκπροσώπων τῶν ἐνδιαφερομένων κυβερνήσεων. Αἱ συζητήσεις διεξάγονται ἐν πνεύματι συνεννοήσεως καί ἀναμένεται ὅτι θά καταλήξουν εἰς θετικά ἀποτελέσματα ἐντός τοῦ (1025, 1436, 1187, 1568)
headline-maid: Η ΥΠΗΡΕΤΡΙΑ ΕΡΡΙΨΕ ΤΟ ΒΡΕΦΟΣ ΕΙΣ ΤΟΝ ΠΟΤΑΜΟΝ (1200, 1668, 1354, 1693)
article-text: Βάσει τῶν ἀνακοινώσεων τοῦ ἀρμοδίου ὑπουργείου καί τῶν πληροφοριῶν αἱ ὁποῖαι ἐλήφθησαν ἐκ τῶν διπλωματικῶν κύκλων, αἱ διαπραγματεύσεις θά συνεχισθοῦν κατά τάς προσεχεῖς ἑβδομάδας ὑπό τήν προεδρίαν τῶν ἐκπροσώπων τῶν ἐνδιαφερομένων κυβερνήσεων. Αἱ συζητήσεις διεξάγονται ἐν πνεύματι συνεννοήσεως καί ἀναμένεται ὅτι θά καταλήξουν εἰς θετικά ἀποτελέσματα ἐντός τοῦ προσεχοῦς μηνός. (177, 826, 338, 970)
science-headline-2: Ο Α΄ΙΖΕΝΧΑΟΥΕΡ ΕΝΕΚΡΙΝΕ (682, 1620, 965, 1643)
headline-adedy: ΜΗΝΥΜΑ ΤΗΣ ΑΔΕΔΥ ΠΡΟΣ ΤΟΥΣ ΥΠΑΛΛΗΛΟΥΣ (353, 1462, 503, 1488)
dateline: ΝΕΟΝ ΔΕΛΧΙ, 30. (Ασσ. Πρές). (1196, 1912, 1339, 1923)
article-text: Βάσει τῶν ἀνακοινώσεων τοῦ ἀρμοδίου ὑπουργείου καί τῶν πληροφοριῶν αἱ ὁποῖαι ἐλήφθησαν ἐκ τῶν διπλωματικῶν κύκλων, αἱ διαπραγματεύσεις θά συνεχισθοῦν κατά τάς προσεχεῖς ἑβδομάδας ὑπό τήν προεδρίαν τῶν ἐκπροσώπων τῶν ἐνδιαφερομένων κυβερνήσεων. Αἱ συζητήσεις διεξάγονται ἐν πνεύματι συνεννοήσεως καί ἀναμένεται ὅτι θά καταλήξουν εἰς θετικά ἀποτελέσματα ἐντός τοῦ προσεχοῦς μηνός. (686, 575, 848, 719)
dateline: ΒΕΡΟΛΙΝΟΝ, 30. (Ασσ. Πρές). (1196, 266, 1336, 277)
headline-centenarians: ΤΡΩΓΟΥΣΑΙ ΧΟΡΤΑ ΠΙΝΟΥΣΑΙ ΝΕΡΟ ΕΖΗΣΑΝ ΕΚΑΤΟΝ ΚΑΙ ΠΛΕΟΝ ΕΤΗ (1197, 11, 1357, 48)
cyprus-headline-3: ΘΑ ΥΠΟΔΕΙΞΗ Ο κ. ΦΟΥΤ ΕΙΣ ΤΗΝ ΚΥΒΕΡΝΗΣΙΝ ΤΟΥ (560, 1080, 1144, 1106)
section-heading: Ο ΕΞ ΙΝΔΟΝΗΣΙΑΣ ΚΙΝΔΥΝΟΣ (861, 562, 1013, 573)
dateline: ΑΘΗΝΑΙ, 30. (348, 278, 408, 289)
science-story (517, 1581, 978, 2043)
headline-baghdad-arrests: ΣΥΛΛΗΨΕΙΣ ΕΝ ΒΑΓΔΑΤΗ ΜΕΛΩΝ ΤΟΥ Κ.Κ. (359, 2044, 496, 2070)
section-heading: ΑΙ ΠΡΩΤΑΙ ΠΑΡΑΤΗΡΗΣΕΙΣ (189, 1194, 326, 1205)
dateline: ΣΙΓΚΑΠΟΥΡΗ, 30. (Ασσ. Πρές). (7, 1935, 151, 1946)
article-text: Βάσει τῶν ἀνακοινώσεων τοῦ ἀρμοδίου ὑπουργείου καί τῶν πληροφοριῶν αἱ ὁποῖαι ἐλήφθησαν ἐκ τῶν διπλωματικῶν κύκλων, αἱ διαπραγματεύσεις θά συνεχισθοῦν κατά τάς προσεχεῖς ἑβδομάδας ὑπό τήν προεδρίαν τῶν ἐκπροσώπων τῶν ἐνδιαφερομένων κυβερνήσεων. Αἱ συζητήσεις διεξάγονται ἐν πνεύματι συνεννοήσεως καί ἀναμένεται ὅτι θά καταλήξουν εἰς θετικά ἀποτελέσματα ἐντός τοῦ προσεχοῦς μηνός. (177, 283, 338, 427)
article-text: Βάσει τῶν ἀνακοινώσεων τοῦ ἀρμοδίου ὑπουργείου καί τῶν πληροφοριῶν αἱ ὁποῖαι ἐλήφθησαν ἐκ τῶν διπλωματικῶν κύκλων, αἱ διαπραγματεύσεις θά συνεχισθοῦν κατά τάς προσεχεῖς ἑβδομάδας ὑπό τήν προεδρίαν τῶν ἐκπροσώπων τῶν ἐνδιαφερομένων κυβερνήσεων. Αἱ συζητήσεις διεξάγονται ἐν πνεύματι συνεννοήσεως καί ἀναμένεται ὅτι θά καταλήξουν εἰς θετικά ἀποτελέσματα ἐντός τοῦ προσεχοῦς μηνός. (348, 2311, 507, 2454)
subhead-actor: Τον έκαλεσε, λέγει, είς τό Χόλλυγουντ (73, 661, 271, 676)
article-text: Βάσει τῶν ἀνακοινώσεων τοῦ ἀρμοδίου ὑπουργείου καί τῶν πληροφοριῶν αἱ ὁποῖαι ἐλήφθησαν ἐκ τῶν διπλωματικῶν κύκλων, αἱ διαπραγματεύσεις θά συνεχισθοῦν κατά τάς προσεχεῖς ἑβδομάδας ὑπό τήν προεδρίαν τῶν ἐκπροσώπων τῶν ἐνδιαφερομένων κυβερνήσεων. Αἱ συζητήσεις διεξάγονται ἐν πνεύματι συνεννοήσεως καί ἀναμένεται ὅτι θά καταλήξουν εἰς θετικά ἀποτελέσματα ἐντός τοῦ προσεχοῦς μηνός. (177, 1354, 338, 1498)
headline-ballistic: ΤΟΝ ΕΛΕΓΧΟΝ ΤΩΝ ΕΝ ΑΓΓΛΙΑ ΔΙΗΠΕΙΡΩΤΙΚΩΝ ΒΛΗΜΑΤΩΝ ΘΑ ΑΣΚΟΥΝ ΟΙ ΑΜΕΡΙΚΑΝΟΙ (9, 11, 336, 80)
article-text: Βάσει τῶν ἀνακοινώσεων τοῦ ἀρμοδίου ὑπουργείου καί τῶν πληροφοριῶν αἱ ὁποῖαι ἐλήφθησαν ἐκ τῶν διπλωματικῶν κύκλων, αἱ διαπραγματεύσεις θά συνεχισθοῦν κατά τάς προσεχεῖς ἑβδομάδας ὑπό τήν προεδρίαν τῶν ἐκπροσώπων τῶν ἐνδιαφερομένων κυβερνήσεων. Αἱ συζητήσεις διεξάγονται ἐν πνεύματι συνεννοήσεως καί ἀναμένεται ὅτι θά καταλήξουν εἰς θετικά ἀποτελέσματα ἐντός τοῦ προσεχοῦς μηνός. (686, 737, 848, 881)
section-heading: ΣΧΕΔΙΟΝ Τ. ΣΠΑΑΚ (717, 1275, 817, 1286)
dateline: ΒΑΓΔΑΤΗ, 30. (Ασσ. Πρές). (1196, 472, 1322, 483)
column-rule (1191, 10, 1192, 2025)
section-heading: ΤΙ ΦΡΟΝΕΙ Ο Τ. ΝΕΟΥ ΧΑΜ (698, 562, 837, 573)
article-text: Βάσει τῶν ἀνακοινώσεων τοῦ ἀρμοδίου ὑπουργείου καί τῶν πληροφοριῶν αἱ ὁποῖαι ἐλήφθησαν ἐκ τῶν διπλωματικῶν κύκλων, αἱ διαπραγματεύσεις θά συνεχισθοῦν κατά τάς προσεχεῖς ἑβδομάδας ὑπό τήν προεδρίαν τῶν ἐκπροσώπων τῶν ἐνδιαφερομένων κυβερνήσεων. Αἱ συζητήσεις διεξάγονται ἐν πνεύματι συνεννοήσεως καί ἀναμένεται ὅτι θά καταλήξουν εἰς θετικά ἀποτελέσματα ἐντός τοῦ (686, 1436, 848, 1568)
article-text: Βάσει τῶν ἀνακοινώσεων τοῦ ἀρμοδίου ὑπουργείου καί τῶν πληροφοριῶν αἱ ὁποῖαι ἐλήφθησαν ἐκ τῶν διπλωματικῶν κύκλων, αἱ διαπραγματεύσεις θά συνεχισθοῦν κατά τάς προσεχεῖς ἑβδομάδας ὑπό τήν προεδρίαν τῶν ἐκπροσώπων τῶν ἐνδιαφερομένων κυβερνήσεων. Αἱ συζητήσεις διεξάγονται ἐν πνεύματι συνεννοήσεως καί ἀναμένεται ὅτι θά καταλήξουν εἰς θετικά ἀποτελέσματα ἐντός τοῦ προσεχοῦς μηνός. (7, 1542, 168, 1687)
article-text: Βάσει τῶν ἀνακοινώσεων τοῦ ἀρμοδίου ὑπουργείου καί τῶν πληροφοριῶν αἱ ὁποῖαι ἐλήφθησαν ἐκ τῶν διπλωματικῶν κύκλων, αἱ διαπραγματεύσεις θά συνεχισθοῦν κατά τάς προσεχεῖς ἑβδομάδας ὑπό τήν προεδρίαν τῶν ἐκπροσώπων τῶν ἐνδιαφερομένων κυβερνήσεων. Αἱ συζητήσεις διεξάγονται ἐν πνεύματι συνεννοήσεως καί ἀναμένεται ὅτι θά καταλήξουν εἰς θετικά ἀποτελέσματα ἐντός τοῦ προσεχοῦς μηνός. (686, 1128, 848, 1271)
dateline: ΜΟΣΧΑ, 30. (Τάσσ). (348, 1101, 441, 1112)
column-rule (512, 10, 513, 2025)
article-text: Βάσει τῶν ἀνακοινώσεων τοῦ ἀρμοδίου ὑπουργείου καί τῶν πληροφοριῶν αἱ ὁποῖαι ἐλήφθησαν ἐκ τῶν διπλωματικῶν κύκλων, αἱ διαπραγματεύσεις θά συνεχισθοῦν κατά τάς προσεχεῖς ἑβδομάδας ὑπό τήν προεδρίαν τῶν ἐκπροσώπων τῶν ἐνδιαφερομένων κυβερνήσεων. Αἱ συζητήσεις διεξάγονται ἐν πνεύματι συνεννοήσεως καί ἀναμένεται ὅτι θά καταλήξουν εἰς θετικά ἀποτελέσματα ἐντός τοῦ προσεχοῦς μηνός. (668, 1728, 820, 1883)
lead-story-body (517, 249, 1187, 1017)
section-heading: ΤΟΥΣ ΠΑΡΑΣΗΜΟΦΟΡΟΥΝ (1037, 1422, 1176, 1433)
article-text: Βάσει τῶν ἀνακοινώσεων τοῦ ἀρμοδίου ὑπουργείου καί τῶν πληροφοριῶν αἱ ὁποῖαι ἐλήφθησαν ἐκ τῶν διπλωματικῶν κύκλων, αἱ διαπραγματεύσεις θά συνεχισθοῦν κατά τάς προσεχεῖς ἑβδομάδας ὑπό τήν προεδρίαν τῶν ἐκπροσώπων τῶν ἐνδιαφερομένων κυβερνήσεων. Αἱ συζητήσεις διεξάγονται ἐν πνεύματι συνεννοήσεως καί ἀναμένεται ὅτι θά καταλήξουν εἰς θετικά ἀποτελέσματα ἐντός τοῦ προσεχοῦς μηνός. (1025, 720, 1187, 864)
dateline: ΑΜΜΑΝ, 30. (Ασσ. Πρές). (1196, 1501, 1316, 1512)
article-text: Βάσει τῶν ἀνακοινώσεων τοῦ ἀρμοδίου ὑπουργείου καί τῶν πληροφοριῶν αἱ ὁποῖαι ἐλήφθησαν ἐκ τῶν διπλωματικῶν κύκλων, αἱ διαπραγματεύσεις θά συνεχισθοῦν κατά τάς προσεχεῖς ἑβδομάδας ὑπό τήν προεδρίαν τῶν ἐκπροσώπων τῶν ἐνδιαφερομένων κυβερνήσεων. Αἱ συζητήσεις διεξάγονται ἐν πνεύματι συνεννοήσεως καί ἀναμένεται ὅτι θά καταλήξουν εἰς θετικά ἀποτελέσματα ἐντός τοῦ προσεχοῦς μηνός. (827, 1859, 978, 2014)
column-1 (7, 10, 338, 2576)
section-heading: Ο «ΜΑΓΙΑΚ» (55, 1529, 120, 1540)
headline-labor-minister: ΕΥΧΑΙ ΚΑΙ ΥΠΟΣΧΕΣΕΙΣ ΤΟΥ ΥΠΟΥΡΓΟΥ ΕΡΓΑΣΙΑΣ (351, 1850, 505, 1875)
science-headline-1: ΔΙΑ ΤΗΝ ΕΝΙΣΧΥΣΙΝ ΤΗΣ ΕΠΙΣΤΗΜΗΣ (718, 1587, 929, 1623)
dateline: ΑΘΗΝΑΙ, 30. (348, 895, 408, 906)
dateline: ΔΑΜΑΣΚΟΣ, 30. (Ασσ. Πρές). (1196, 1295, 1332, 1306)
article-text: Βάσει τῶν ἀνακοινώσεων τοῦ ἀρμοδίου ὑπουργείου καί τῶν πληροφοριῶν αἱ ὁποῖαι ἐλήφθησαν ἐκ τῶν διπλωματικῶν κύκλων, αἱ διαπραγματεύσεις θά συνεχισθοῦν κατά τάς προσεχεῖς ἑβδομάδας ὑπό τήν προεδρίαν τῶν ἐκπροσώπων τῶν ἐνδιαφερομένων κυβερνήσεων. Αἱ συζητήσεις διεξάγονται ἐν πνεύματι συνεννοήσεως καί ἀναμένεται ὅτι θά καταλήξουν εἰς θετικά ἀποτελέσματα ἐντός τοῦ προσεχοῦς μηνός. (517, 1289, 679, 1432)
headline-czech: ΤΕΣΣΑΡΕΣ ΤΣΕΧΟΣΛΟΒΑΚΟΙ ΠΟΔΟΣΦΑΙΡΙΣΤΑΙ ΚΑΤΕΔΙΚΑΣΘΗΣΑΝ ΩΣ ΚΑΤΑΣΚΟΠΟΙ (350, 11, 505, 59)
article-text: Βάσει τῶν ἀνακοινώσεων τοῦ ἀρμοδίου ὑπουργείου καί τῶν πληροφοριῶν αἱ ὁποῖαι ἐλήφθησαν ἐκ τῶν διπλωματικῶν κύκλων, αἱ διαπραγματεύσεις θά συνεχισθοῦν κατά τάς προσεχεῖς ἑβδομάδας ὑπό τήν προεδρίαν τῶν ἐκπροσώπων τῶν ἐνδιαφερομένων κυβερνήσεων. Αἱ συζητήσεις διεξάγονται ἐν πνεύματι συνεννοήσεως καί ἀναμένεται ὅτι θά καταλήξουν εἰς θετικά ἀποτελέσματα ἐντός τοῦ προσεχοῦς μηνός. (1025, 411, 1187, 556)
article-text: Βάσει τῶν ἀνακοινώσεων τοῦ ἀρμοδίου ὑπουργείου καί τῶν πληροφοριῶν αἱ ὁποῖαι ἐλήφθησαν ἐκ τῶν διπλωματικῶν κύκλων, αἱ διαπραγματεύσεις θά συνεχισθοῦν κατά τάς προσεχεῖς ἑβδομάδας ὑπό τήν προεδρίαν τῶν ἐκπροσώπων τῶν ἐνδιαφερομένων κυβερνήσεων. Αἱ συζητήσεις διεξάγονται ἐν πνεύματι συνεννοήσεως καί ἀναμένεται ὅτι θά καταλήξουν εἰς θετικά ἀποτελέσματα ἐντός τοῦ προσεχοῦς μηνός. (177, 2430, 338, 2574)
article-text: Βάσει τῶν ἀνακοινώσεων τοῦ ἀρμοδίου ὑπουργείου καί τῶν πληροφοριῶν αἱ ὁποῖαι ἐλήφθησαν ἐκ τῶν διπλωματικῶν κύκλων, αἱ διαπραγματεύσεις θά συνεχισθοῦν κατά τάς προσεχεῖς ἑβδομάδας ὑπό τήν προεδρίαν τῶν ἐκπροσώπων τῶν ἐνδιαφερομένων κυβερνήσεων. Αἱ συζητήσεις διεξάγονται ἐν πνεύματι συνεννοήσεως καί ἀναμένεται ὅτι θά καταλήξουν εἰς θετικά ἀποτελέσματα ἐντός τοῦ προσεχοῦς μηνός. (177, 120, 338, 265)
dateline: ΦΛΩΡΕΝΤΙΑ, 30. (Ασσ. Πρές). (348, 2297, 487, 2308)
article-text: Βάσει τῶν ἀνακοινώσεων τοῦ ἀρμοδίου ὑπουργείου καί τῶν πληροφοριῶν αἱ ὁποῖαι ἐλήφθησαν ἐκ τῶν διπλωματικῶν κύκλων, αἱ διαπραγματεύσεις θά συνεχισθοῦν κατά τάς προσεχεῖς ἑβδομάδας ὑπό τήν προεδρίαν τῶν ἐκπροσώπων τῶν ἐνδιαφερομένων κυβερνήσεων. Αἱ συζητήσεις διεξάγονται ἐν πνεύματι συνεννοήσεως καί ἀναμένεται ὅτι θά καταλήξουν εἰς θετικά ἀποτελέσματα ἐντός τοῦ προσεχοῦς μηνός. (7, 1949, 168, 2092)
dateline: ΛΕΥΚΩΣΙΑ, 30. (Ασσ. Πρές). (348, 1295, 478, 1306)
article-text: Βάσει τῶν ἀνακοινώσεων τοῦ ἀρμοδίου ὑπουργείου καί τῶν πληροφοριῶν αἱ ὁποῖαι ἐλήφθησαν ἐκ τῶν διπλωματικῶν κύκλων, αἱ διαπραγματεύσεις θά συνεχισθοῦν κατά τάς προσεχεῖς ἑβδομάδας ὑπό τήν προεδρίαν τῶν ἐκπροσώπων τῶν ἐνδιαφερομένων κυβερνήσεων. Αἱ συζητήσεις διεξάγονται ἐν πνεύματι συνεννοήσεως καί ἀναμένεται ὅτι θά καταλήξουν εἰς θετικά ἀποτελέσματα ἐντός τοῦ προσεχοῦς μηνός. (1196, 1102, 1358, 1246)
article-text: Βάσει τῶν ἀνακοινώσεων τοῦ ἀρμοδίου ὑπουργείου καί τῶν πληροφοριῶν αἱ ὁποῖαι ἐλήφθησαν ἐκ τῶν διπλωματικῶν κύκλων, αἱ διαπραγματεύσεις θά συνεχισθοῦν κατά τάς προσεχεῖς ἑβδομάδας ὑπό τήν προεδρίαν τῶν ἐκπροσώπων τῶν ἐνδιαφερομένων κυβερνήσεων. Αἱ συζητήσεις διεξάγονται ἐν πνεύματι συνεννοήσεως καί ἀναμένεται ὅτι θά καταλήξουν εἰς θετικά ἀποτελέσματα ἐντός τοῦ προσεχοῦς μηνός. (668, 1885, 820, 2041)
section-heading: ΤΟ 1962 (66, 1367, 109, 1378)
article-text: Βάσει τῶν ἀνακοινώσεων τοῦ ἀρμοδίου ὑπουργείου καί τῶν πληροφοριῶν αἱ ὁποῖαι ἐλήφθησαν ἐκ τῶν διπλωματικῶν κύκλων, αἱ διαπραγματεύσεις θά συνεχισθοῦν κατά τάς προσεχεῖς ἑβδομάδας ὑπό τήν προεδρίαν τῶν ἐκπροσώπων τῶν ἐνδιαφερομένων κυβερνήσεων. Αἱ συζητήσεις διεξάγονται ἐν πνεύματι συνεννοήσεως καί ἀναμένεται ὅτι θά καταλήξουν εἰς θετικά ἀποτελέσματα ἐντός τοῦ προσεχοῦς μηνός. (177, 679, 338, 824)
section-heading: ΘΑ ΔΙΕΛΘΗ ΕΞ ΑΘΗΝΩΝ (874, 1275, 1000, 1286)
dateline: ΠΡΑΓΑ, 30. (Ασσ. Πρές). (348, 61, 462, 72)
section-heading: Η ΔΙΑΣΚΕΨΙΣ ΤΟΥ ΝΑΤΟ (1024, 1590, 1149, 1600)
headline-turkish-soldiers: ΔΥΟ ΤΟΥΡΚΟΙ ΣΤΡΑΤΙΩΤΑΙ ΕΙΣΒΑΛΟΝΤΕΣ ΕΙΣ ΣΥΡΙΑΝ ΑΠΗΓΑΓΟΝ ΔΥΟ ΧΩΡΙΚΟΥΣ (1204, 1256, 1351, 1293)
article-text: Βάσει τῶν ἀνακοινώσεων τοῦ ἀρμοδίου ὑπουργείου καί τῶν πληροφοριῶν αἱ ὁποῖαι ἐλήφθησαν ἐκ τῶν διπλωματικῶν κύκλων, αἱ διαπραγματεύσεις θά συνεχισθοῦν κατά τάς προσεχεῖς ἑβδομάδας ὑπό τήν προεδρίαν τῶν ἐκπροσώπων τῶν ἐνδιαφερομένων κυβερνήσεων. Αἱ συζητήσεις διεξάγονται ἐν πνεύματι συνεννοήσεως καί ἀναμένεται ὅτι θά καταλήξουν εἰς θετικά ἀποτελέσματα ἐντός τοῦ (686, 883, 848, 1017)
section-heading: ΤΙ ΠΙΣΤΕΥΕΙ Η ΒΑΣΙΓΚΤΩΝ (529, 706, 667, 717)
cyprus-headline-2: ΜΕΤΑ ΤΟΥ ΑΡΧΙΕΠΙΣΚΟΠΟΥ ΜΑΚΑΡΙΟΥ (633, 1057, 1071, 1083)
article-text: Βάσει τῶν ἀνακοινώσεων τοῦ ἀρμοδίου ὑπουργείου καί τῶν πληροφοριῶν αἱ ὁποῖαι ἐλήφθησαν ἐκ τῶν διπλωματικῶν κύκλων, αἱ διαπραγματεύσεις θά συνεχισθοῦν κατά τάς προσεχεῖς ἑβδομάδας ὑπό τήν προεδρίαν τῶν ἐκπροσώπων τῶν ἐνδιαφερομένων κυβερνήσεων. Αἱ συζητήσεις διεξάγονται ἐν πνεύματι συνεννοήσεως καί ἀναμένεται ὅτι θά καταλήξουν εἰς θετικά ἀποτελέσματα ἐντός τοῦ προσεχοῦς μηνός. (348, 1696, 507, 1840)
top-border (0, 0, 1366, 5)
dateline: ΒΑΓΔΑΤΗ, 30. (Ασσ. Πρές). (348, 2071, 475, 2082)
dateline: ΧΟΓΚ ΚΟΓΚ, 30. (Ασσ. Πρές). (7, 1732, 143, 1743)
article-text: Βάσει τῶν ἀνακοινώσεων τοῦ ἀρμοδίου ὑπουργείου καί τῶν πληροφοριῶν αἱ ὁποῖαι ἐλήφθησαν ἐκ τῶν διπλωματικῶν κύκλων, αἱ διαπραγματεύσεις θά συνεχισθοῦν κατά τάς προσεχεῖς ἑβδομάδας ὑπό τήν προεδρίαν τῶν ἐκπροσώπων τῶν ἐνδιαφερομένων κυβερνήσεων. Αἱ συζητήσεις διεξάγονται ἐν πνεύματι συνεννοήσεως καί ἀναμένεται ὅτι θά καταλήξουν εἰς θετικά ἀποτελέσματα ἐντός τοῦ προσεχοῦς μηνός. (1196, 896, 1358, 1040)
article-text: Βάσει τῶν ἀνακοινώσεων τοῦ ἀρμοδίου ὑπουργείου καί τῶν πληροφοριῶν αἱ ὁποῖαι ἐλήφθησαν ἐκ τῶν διπλωματικῶν κύκλων, αἱ διαπραγματεύσεις θά συνεχισθοῦν κατά τάς προσεχεῖς ἑβδομάδας ὑπό τήν προεδρίαν τῶν ἐκπροσώπων τῶν ἐνδιαφερομένων κυβερνήσεων. Αἱ συζητήσεις διεξάγονται ἐν πνεύματι συνεννοήσεως καί ἀναμένεται ὅτι θά καταλήξουν εἰς θετικά ἀποτελέσματα ἐντός τοῦ προσεχοῦς μηνός. (1196, 1707, 1358, 1851)
section-heading: ΒΟΗΘΕΙΑ ΚΑΙ ΕΚ ΣΙΓΚΑΠΟΥΡΗΣ (213, 1937, 301, 1960)
dateline: ΩΣΤΙΝ, Μισσούρι, 30. (Ασσ. Πρές). (7, 1047, 168, 1070)
dateline: ΜΟΣΧΑ, 30. (Ασσ. Πρές). (517, 252, 633, 262)
dateline: ΑΘΗΝΑΙ, 30. (348, 1489, 408, 1500)
article-text: Βάσει τῶν ἀνακοινώσεων τοῦ ἀρμοδίου ὑπουργείου καί τῶν πληροφοριῶν αἱ ὁποῖαι ἐλήφθησαν ἐκ τῶν διπλωματικῶν κύκλων, αἱ διαπραγματεύσεις θά συνεχισθοῦν κατά τάς προσεχεῖς ἑβδομάδας ὑπό τήν προεδρίαν τῶν ἐκπροσώπων τῶν ἐνδιαφερομένων κυβερνήσεων. Αἱ συζητήσεις διεξάγονται ἐν πνεύματι συνεννοήσεως καί ἀναμένεται ὅτι θά καταλήξουν εἰς θετικά ἀποτελέσματα ἐντός τοῦ προσεχοῦς μηνός. (348, 1308, 507, 1452)
headline-students: ΑΠΕΤΥΧΟΝ ΔΥΟ ΚΑΤΑ ΣΕΙΡΑΝ ΠΡΟΣΠΑΘΕΙΑΙ ΟΜΑΔΟΣ ΑΜΕΡΙΚΑΝΩΝ ΦΟΙΤΗΤΩΝ ΝΑ ΕΞΑΠΟΛΥΣΟΥΝ ΤΟΝ ΠΥΡΑΥΛΟΝ «ΜΟΥΣΕΝΙΚ» (12, 997, 333, 1044)
section-heading: ΤΟ ΑΓΓΕΛΜΑ ΤΟΥ ΤΙΤΟ (708, 723, 827, 734)
article-text: Βάσει τῶν ἀνακοινώσεων τοῦ ἀρμοδίου ὑπουργείου καί τῶν πληροφοριῶν αἱ ὁποῖαι ἐλήφθησαν ἐκ τῶν διπλωματικῶν κύκλων, αἱ διαπραγματεύσεις θά συνεχισθοῦν κατά τάς προσεχεῖς ἑβδομάδας ὑπό τήν προεδρίαν τῶν ἐκπροσώπων τῶν ἐνδιαφερομένων κυβερνήσεων. Αἱ συζητήσεις διεξάγονται ἐν πνεύματι συνεννοήσεως καί ἀναμένεται ὅτι θά καταλήξουν εἰς θετικά ἀποτελέσματα ἐντός τοῦ προσεχοῦς μηνός. (1025, 1273, 1187, 1418)
article-text: Βάσει τῶν ἀνακοινώσεων τοῦ ἀρμοδίου ὑπουργείου καί τῶν πληροφοριῶν αἱ ὁποῖαι ἐλήφθησαν ἐκ τῶν διπλωματικῶν κύκλων, αἱ διαπραγματεύσεις θά συνεχισθοῦν κατά τάς προσεχεῖς ἑβδομάδας ὑπό τήν προεδρίαν τῶν ἐκπροσώπων τῶν ἐνδιαφερομένων κυβερνήσεων. Αἱ συζητήσεις διεξάγονται ἐν πνεύματι συνεννοήσεως καί ἀναμένεται ὅτι θά καταλήξουν εἰς θετικά ἀποτελέσματα ἐντός τοῦ προσεχοῦς μηνός. (856, 575, 1018, 719)
article-text: Βάσει τῶν ἀνακοινώσεων τοῦ ἀρμοδίου ὑπουργείου καί τῶν πληροφοριῶν αἱ ὁποῖαι ἐλήφθησαν ἐκ τῶν διπλωματικῶν κύκλων, αἱ διαπραγματεύσεις θά συνεχισθοῦν κατά τάς προσεχεῖς ἑβδομάδας ὑπό τήν προεδρίαν τῶν ἐκπροσώπων τῶν ἐνδιαφερομένων κυβερνήσεων. Αἱ συζητήσεις διεξάγονται ἐν πνεύματι συνεννοήσεως καί ἀναμένεται ὅτι θά καταλήξουν εἰς θετικά ἀποτελέσματα ἐντός τοῦ προσεχοῦς μηνός. (348, 1890, 507, 2034)
headline-iraq: ΤΟ ΙΡΑΚ ΘΑ ΕΝΙΣΧΥΣΗ ΟΙΚΟΝΟΜΙΚΩΣ ΤΟΥΣ ΑΛΓΕΡΙΝΟΥΣ (1217, 434, 1338, 470)
dateline: ΓΚΕΤΤΥΣΜΠΟΥΡΓΚ Πενσυλβάνια, 30. (Ασσ. Πρές). (668, 1704, 810, 1726)
article-text: Βάσει τῶν ἀνακοινώσεων τοῦ ἀρμοδίου ὑπουργείου καί τῶν πληροφοριῶν αἱ ὁποῖαι ἐλήφθησαν ἐκ τῶν διπλωματικῶν κύκλων, αἱ διαπραγματεύσεις θά συνεχισθοῦν κατά τάς προσεχεῖς ἑβδομάδας ὑπό τήν προεδρίαν τῶν ἐκπροσώπων τῶν ἐνδιαφερομένων κυβερνήσεων. Αἱ συζητήσεις διεξάγονται ἐν πνεύματι συνεννοήσεως καί ἀναμένεται ὅτι θά καταλήξουν εἰς θετικά ἀποτελέσματα ἐντός τοῦ προσεχοῦς μηνός. (1196, 2118, 1358, 2263)
article-text: Βάσει τῶν ἀνακοινώσεων τοῦ ἀρμοδίου ὑπουργείου καί τῶν πληροφοριῶν αἱ ὁποῖαι ἐλήφθησαν ἐκ τῶν διπλωματικῶν κύκλων, αἱ διαπραγματεύσεις θά συνεχισθοῦν κατά τάς προσεχεῖς ἑβδομάδας ὑπό τήν προεδρίαν τῶν ἐκπροσώπων τῶν ἐνδιαφερομένων κυβερνήσεων. Αἱ συζητήσεις διεξάγονται ἐν πνεύματι συνεννοήσεως καί ἀναμένεται ὅτι θά καταλήξουν εἰς θετικά ἀποτελέσματα ἐντός τοῦ προσεχοῦς μηνός. (987, 1830, 1187, 1940)
section-heading: Η ΑΓΓΛΙΚΗ ΑΠΑΝΤΗΣΙΣ (1047, 398, 1165, 409)
article-text: Βάσει τῶν ἀνακοινώσεων τοῦ ἀρμοδίου ὑπουργείου καί τῶν πληροφοριῶν αἱ ὁποῖαι ἐλήφθησαν ἐκ τῶν διπλωματικῶν κύκλων, αἱ διαπραγματεύσεις θά συνεχισθοῦν κατά τάς προσεχεῖς ἑβδομάδας ὑπό τήν προεδρίαν τῶν ἐκπροσώπων τῶν ἐνδιαφερομένων κυβερνήσεων. Αἱ συζητήσεις διεξάγονται ἐν πνεύματι συνεννοήσεως καί ἀναμένεται ὅτι θά καταλήξουν εἰς θετικά ἀποτελέσματα ἐντός τοῦ προσεχοῦς μηνός. (7, 841, 168, 985)
article-text: Βάσει τῶν ἀνακοινώσεων τοῦ ἀρμοδίου ὑπουργείου καί τῶν πληροφοριῶν αἱ ὁποῖαι ἐλήφθησαν ἐκ τῶν διπλωματικῶν κύκλων, αἱ διαπραγματεύσεις θά συνεχισθοῦν κατά τάς προσεχεῖς ἑβδομάδας ὑπό τήν προεδρίαν τῶν ἐκπροσώπων τῶν ἐνδιαφερομένων κυβερνήσεων. Αἱ συζητήσεις διεξάγονται ἐν πνεύματι συνεννοήσεως καί ἀναμένεται ὅτι θά καταλήξουν εἰς θετικά ἀποτελέσματα ἐντός τοῦ προσεχοῦς μηνός. (7, 282, 168, 426)
dateline: ΒΑΣΙΓΚΤΩΝ, 30. (Ασσ. Πρές). (7, 122, 144, 133)
article-text: Βάσει τῶν ἀνακοινώσεων τοῦ ἀρμοδίου ὑπουργείου καί τῶν πληροφοριῶν αἱ ὁποῖαι ἐλήφθησαν ἐκ τῶν διπλωματικῶν κύκλων, αἱ διαπραγματεύσεις θά συνεχισθοῦν κατά τάς προσεχεῖς ἑβδομάδας ὑπό τήν προεδρίαν τῶν ἐκπροσώπων τῶν ἐνδιαφερομένων κυβερνήσεων. Αἱ συζητήσεις διεξάγονται ἐν πνεύματι συνεννοήσεως καί ἀναμένεται ὅτι θά καταλήξουν εἰς θετικά ἀποτελέσματα ἐντός τοῦ προσεχοῦς μηνός. (177, 2137, 338, 2282)
article-text: Βάσει τῶν ἀνακοινώσεων τοῦ ἀρμοδίου ὑπουργείου καί τῶν πληροφοριῶν αἱ ὁποῖαι ἐλήφθησαν ἐκ τῶν διπλωματικῶν κύκλων, αἱ διαπραγματεύσεις θά συνεχισθοῦν κατά τάς προσεχεῖς ἑβδομάδας ὑπό τήν προεδρίαν τῶν ἐκπροσώπων τῶν ἐνδιαφερομένων κυβερνήσεων. Αἱ συζητήσεις διεξάγονται ἐν πνεύματι συνεννοήσεως καί ἀναμένεται ὅτι θά καταλήξουν εἰς θετικά ἀποτελέσματα ἐντός τοῦ προσεχοῦς μηνός. (1196, 73, 1358, 218)
headline-labour: ΑΓΓΛΟΣ ΕΡΓΑΤΙΚΟΣ ΕΙΣ ΠΕΡΙΟΔΕΙΑΝ ΕΙΣ ΜΕΣΗΝ ΑΝΑΤΟΛΗΝ (1211, 1051, 1343, 1087)
article-text: Βάσει τῶν ἀνακοινώσεων τοῦ ἀρμοδίου ὑπουργείου καί τῶν πληροφοριῶν αἱ ὁποῖαι ἐλήφθησαν ἐκ τῶν διπλωματικῶν κύκλων, αἱ διαπραγματεύσεις θά συνεχισθοῦν κατά τάς προσεχεῖς ἑβδομάδας ὑπό τήν προεδρίαν τῶν ἐκπροσώπων τῶν ἐνδιαφερομένων κυβερνήσεων. Αἱ συζητήσεις διεξάγονται ἐν πνεύματι συνεννοήσεως καί ἀναμένεται ὅτι θά καταλήξουν εἰς θετικά ἀποτελέσματα ἐντός τοῦ προσεχοῦς μηνός. (1196, 485, 1358, 629)
dateline: ΚΑΪΡΟΝ, 30. (Τάσσ). (1196, 883, 1292, 895)
article-text: Βάσει τῶν ἀνακοινώσεων τοῦ ἀρμοδίου ὑπουργείου καί τῶν πληροφοριῶν αἱ ὁποῖαι ἐλήφθησαν ἐκ τῶν διπλωματικῶν κύκλων, αἱ διαπραγματεύσεις θά συνεχισθοῦν κατά τάς προσεχεῖς ἑβδομάδας ὑπό τήν προεδρίαν τῶν ἐκπροσώπων τῶν ἐνδιαφερομένων κυβερνήσεων. Αἱ συζητήσεις διεξάγονται ἐν πνεύματι συνεννοήσεως καί ἀναμένεται ὅτι θά καταλήξουν εἰς θετικά ἀποτελέσματα ἐντός τοῦ προσεχοῦς μηνός. (517, 1768, 658, 1945)
article-text: Βάσει τῶν ἀνακοινώσεων τοῦ ἀρμοδίου ὑπουργείου καί τῶν πληροφοριῶν αἱ ὁποῖαι ἐλήφθησαν ἐκ τῶν διπλωματικῶν κύκλων, αἱ διαπραγματεύσεις θά συνεχισθοῦν κατά τάς προσεχεῖς ἑβδομάδας ὑπό τήν προεδρίαν τῶν ἐκπροσώπων τῶν ἐνδιαφερομένων κυβερνήσεων. Αἱ συζητήσεις διεξάγονται ἐν πνεύματι συνεννοήσεως καί ἀναμένεται ὅτι θά καταλήξουν εἰς θετικά ἀποτελέσματα ἐντός τοῦ προσεχοῦς μηνός. (517, 557, 679, 702)
article-text: Βάσει τῶν ἀνακοινώσεων τοῦ ἀρμοδίου ὑπουργείου καί τῶν πληροφοριῶν αἱ ὁποῖαι ἐλήφθησαν ἐκ τῶν διπλωματικῶν κύκλων, αἱ διαπραγματεύσεις θά συνεχισθοῦν κατά τάς προσεχεῖς ἑβδομάδας ὑπό τήν προεδρίαν τῶν ἐκπροσώπων τῶν ἐνδιαφερομένων κυβερνήσεων. Αἱ συζητήσεις διεξάγονται ἐν πνεύματι συνεννοήσεως καί ἀναμένεται ὅτι θά καταλήξουν εἰς θετικά ἀποτελέσματα ἐντός τοῦ προσεχοῦς μηνός. (517, 411, 679, 555)
dateline: ΚΙΝΓΚΣΤΩΝ, Τζαμάϊκα, 30. (348, 690, 477, 701)
article-text: Βάσει τῶν ἀνακοινώσεων τοῦ ἀρμοδίου ὑπουργείου καί τῶν πληροφοριῶν αἱ ὁποῖαι ἐλήφθησαν ἐκ τῶν διπλωματικῶν κύκλων, αἱ διαπραγματεύσεις θά συνεχισθοῦν κατά τάς προσεχεῖς ἑβδομάδας ὑπό τήν προεδρίαν τῶν ἐκπροσώπων τῶν ἐνδιαφερομένων κυβερνήσεων. Αἱ συζητήσεις διεξάγονται ἐν πνεύματι συνεννοήσεως καί ἀναμένεται ὅτι θά καταλήξουν εἰς θετικά ἀποτελέσματα ἐντός τοῦ προσεχοῦς μηνός. (348, 74, 507, 218)
science-headline-3: ΝΕΟΝ ΕΚΠΑΙΔΕΥΤΙΚΟΝ ΠΡΟΓΡΑΜΜΑ (707, 1641, 940, 1683)
article-text: Βάσει τῶν ἀνακοινώσεων τοῦ ἀρμοδίου ὑπουργείου καί τῶν πληροφοριῶν αἱ ὁποῖαι ἐλήφθησαν ἐκ τῶν διπλωματικῶν κύκλων, αἱ διαπραγματεύσεις θά συνεχισθοῦν κατά τάς προσεχεῖς ἑβδομάδας ὑπό τήν προεδρίαν τῶν ἐκπροσώπων τῶν ἐνδιαφερομένων κυβερνήσεων. Αἱ συζητήσεις διεξάγονται ἐν πνεύματι συνεννοήσεως καί ἀναμένεται ὅτι θά καταλήξουν εἰς θετικά ἀποτελέσματα ἐντός τοῦ προσεχοῦς μηνός. (1025, 558, 1187, 702)
section-heading: Η ΠΟΛΙΤΙΚΗ ΤΟΥ (893, 723, 981, 734)
dateline: ΛΟΝΔΙΝΟΝ, 30. (Ρώυτερ). (1196, 1089, 1317, 1100)
dateline: ΑΘΗΝΑΙ, 30. (348, 1877, 408, 1888)
section-heading: ΖΗΤΟΥΜΕΝ ΜΕΙΝΖ (550, 1437, 646, 1448)
article-text: Βάσει τῶν ἀνακοινώσεων τοῦ ἀρμοδίου ὑπουργείου καί τῶν πληροφοριῶν αἱ ὁποῖαι ἐλήφθησαν ἐκ τῶν διπλωματικῶν κύκλων, αἱ διαπραγματεύσεις θά συνεχισθοῦν κατά τάς προσεχεῖς ἑβδομάδας ὑπό τήν προεδρίαν τῶν ἐκπροσώπων τῶν ἐνδιαφερομένων κυβερνήσεων. Αἱ συζητήσεις διεξάγονται ἐν πνεύματι συνεννοήσεως καί ἀναμένεται ὅτι θά καταλήξουν εἰς θετικά ἀποτελέσματα ἐντός τοῦ προσεχοῦς μηνός. (1196, 1308, 1358, 1452)
article-text: Βάσει τῶν ἀνακοινώσεων τοῦ ἀρμοδίου ὑπουργείου καί τῶν πληροφοριῶν αἱ ὁποῖαι ἐλήφθησαν ἐκ τῶν διπλωματικῶν κύκλων, αἱ διαπραγματεύσεις θά συνεχισθοῦν κατά τάς προσεχεῖς ἑβδομάδας ὑπό τήν προεδρίαν τῶν ἐκπροσώπων τῶν ἐνδιαφερομένων κυβερνήσεων. Αἱ συζητήσεις διεξάγονται ἐν πνεύματι συνεννοήσεως καί ἀναμένεται ὅτι θά καταλήξουν εἰς θετικά ἀποτελέσματα ἐντός τοῦ προσεχοῦς μηνός. (7, 136, 168, 279)
article-text: Βάσει τῶν ἀνακοινώσεων τοῦ ἀρμοδίου ὑπουργείου καί τῶν πληροφοριῶν αἱ ὁποῖαι ἐλήφθησαν ἐκ τῶν διπλωματικῶν κύκλων, αἱ διαπραγματεύσεις θά συνεχισθοῦν κατά τάς προσεχεῖς ἑβδομάδας ὑπό τήν προεδρίαν τῶν ἐκπροσώπων τῶν ἐνδιαφερομένων κυβερνήσεων. Αἱ συζητήσεις διεξάγονται ἐν πνεύματι συνεννοήσεως καί ἀναμένεται ὅτι θά καταλήξουν εἰς (856, 1451, 1018, 1571)
article-text: Βάσει τῶν ἀνακοινώσεων τοῦ ἀρμοδίου ὑπουργείου καί τῶν πληροφοριῶν αἱ ὁποῖαι ἐλήφθησαν ἐκ τῶν διπλωματικῶν κύκλων, αἱ διαπραγματεύσεις θά συνεχισθοῦν κατά τάς προσεχεῖς ἑβδομάδας ὑπό τήν προεδρίαν τῶν ἐκπροσώπων τῶν ἐνδιαφερομένων κυβερνήσεων. Αἱ συζητήσεις διεξάγονται ἐν πνεύματι συνεννοήσεως καί ἀναμένεται ὅτι θά καταλήξουν εἰς θετικά ἀποτελέσματα ἐντός τοῦ προσεχοῦς μηνός. (348, 291, 507, 435)
dateline: ΜΟΣΧΑ, 30. (Ασσ. Πρές). (1196, 2106, 1312, 2117)
article-text: Βάσει τῶν ἀνακοινώσεων τοῦ ἀρμοδίου ὑπουργείου καί τῶν πληροφοριῶν αἱ ὁποῖαι ἐλήφθησαν ἐκ τῶν διπλωματικῶν κύκλων, αἱ διαπραγματεύσεις θά συνεχισθοῦν κατά τάς προσεχεῖς ἑβδομάδας ὑπό τήν προεδρίαν τῶν ἐκπροσώπων τῶν ἐνδιαφερομένων κυβερνήσεων. Αἱ συζητήσεις διεξάγονται ἐν πνεύματι συνεννοήσεως καί ἀναμένεται ὅτι θά καταλήξουν εἰς θετικά ἀποτελέσματα ἐντός τοῦ προσεχοῦς μηνός. (686, 1289, 848, 1433)
dateline: ΛΟΝΔΙΝΟΝ, 30. (Ασσ. Πρές). (1196, 1694, 1331, 1705)
article-text: Βάσει τῶν ἀνακοινώσεων τοῦ ἀρμοδίου ὑπουργείου καί τῶν πληροφοριῶν αἱ ὁποῖαι ἐλήφθησαν ἐκ τῶν διπλωματικῶν κύκλων, αἱ διαπραγματεύσεις θά συνεχισθοῦν κατά τάς προσεχεῖς ἑβδομάδας ὑπό τήν προεδρίαν τῶν ἐκπροσώπων τῶν ἐνδιαφερομένων κυβερνήσεων. Αἱ συζητήσεις διεξάγονται ἐν πνεύματι συνεννοήσεως καί ἀναμένεται ὅτι θά καταλήξουν εἰς θετικά ἀποτελέσματα ἐντός τοῦ προσεχοῦς μηνός. (856, 413, 1018, 557)
cyprus-story-body (517, 1127, 1187, 1571)
headline-arab-countries: ΑΙ ΑΡΑΒΙΚΑΙ ΧΩΡΑΙ ΤΑ ΟΠΛΑ ΤΟΥ ΙΣΡΑΗΛ ΚΑΙ Η Δ. ΓΕΡΜΑΝΙΑ (1199, 1462, 1356, 1499)
dateline: ΛΟΝΔΙΝΟΝ, 30. (Ασσ. Πρές). (1196, 678, 1331, 689)
headline-bomb: ΜΙΑ ΒΟΜΒΑ ΕΙΣ ΤΑ ΓΡΑΦΕΙΑ ΤΟΥ ΙΤΑΛΙΚΟΥ ΜΟΝΑΡΧΙΚΟΥ ΚΟΜΜΑΤΟΣ (350, 446, 505, 482)
lead-story (517, 12, 1187, 177)
cyprus-headline-1: ΣΥΝΤΟΜΟΝ ΕΠΑΝΑΛΗΨΙΣ ΤΩΝ ΔΙΑΠΡΑΓΜΑΤΕΥΣΕΩΝ (557, 1034, 1147, 1060)
article-text: Βάσει τῶν ἀνακοινώσεων τοῦ ἀρμοδίου ὑπουργείου καί τῶν πληροφοριῶν αἱ ὁποῖαι ἐλήφθησαν ἐκ τῶν διπλωματικῶν κύκλων, αἱ διαπραγματεύσεις θά συνεχισθοῦν κατά τάς προσεχεῖς ἑβδομάδας ὑπό τήν προεδρίαν τῶν ἐκπροσώπων τῶν ἐνδιαφερομένων κυβερνήσεων. Αἱ συζητήσεις διεξάγονται ἐν πνεύματι συνεννοήσεως καί ἀναμένεται ὅτι θά καταλήξουν εἰς θετικά ἀποτελέσματα ἐντός τοῦ προσεχοῦς μηνός. (177, 1046, 338, 1190)
article-text: Βάσει τῶν ἀνακοινώσεων τοῦ ἀρμοδίου ὑπουργείου καί τῶν πληροφοριῶν αἱ ὁποῖαι ἐλήφθησαν ἐκ τῶν διπλωματικῶν κύκλων, αἱ διαπραγματεύσεις θά συνεχισθοῦν κατά τάς προσεχεῖς ἑβδομάδας ὑπό τήν προεδρίαν τῶν ἐκπροσώπων τῶν ἐνδιαφερομένων κυβερνήσεων. Αἱ συζητήσεις διεξάγονται ἐν πνεύματι συνεννοήσεως καί ἀναμένεται ὅτι θά καταλήξουν εἰς θετικά ἀποτελέσματα ἐντός τοῦ προσεχοῦς μηνός. (7, 1072, 168, 1216)
article-text: Βάσει τῶν ἀνακοινώσεων τοῦ ἀρμοδίου ὑπουργείου καί τῶν πληροφοριῶν αἱ ὁποῖαι ἐλήφθησαν ἐκ τῶν διπλωματικῶν κύκλων, αἱ διαπραγματεύσεις θά συνεχισθοῦν κατά τάς προσεχεῖς ἑβδομάδας ὑπό τήν προεδρίαν τῶν ἐκπροσώπων τῶν ἐνδιαφερομένων κυβερνήσεων. Αἱ συζητήσεις διεξάγονται ἐν πνεύματι συνεννοήσεως καί ἀναμένεται ὅτι θά καταλήξουν εἰς θετικά ἀποτελέσματα ἐντός τοῦ προσεχοῦς μηνός. (1196, 279, 1358, 423)
lead-text: —Ο ΒΡΕΤΑΝΝΟΣ βουλευτής κ. Άρθουρ Τζένινς... (7, 2137, 168, 2159)
article-text: Βάσει τῶν ἀνακοινώσεων τοῦ ἀρμοδίου ὑπουργείου καί τῶν πληροφοριῶν αἱ ὁποῖαι ἐλήφθησαν ἐκ τῶν διπλωματικῶν κύκλων, αἱ διαπραγματεύσεις θά συνεχισθοῦν κατά τάς προσεχεῖς ἑβδομάδας ὑπό τήν προεδρίαν τῶν ἐκπροσώπων τῶν ἐνδιαφερομένων κυβερνήσεων. Αἱ συζητήσεις διεξάγονται ἐν πνεύματι συνεννοήσεως καί ἀναμένεται ὅτι θά καταλήξουν εἰς θετικά ἀποτελέσματα ἐντός τοῦ προσεχοῦς μηνός. (686, 413, 848, 557)
article-text: Βάσει τῶν ἀνακοινώσεων τοῦ ἀρμοδίου ὑπουργείου καί τῶν πληροφοριῶν αἱ ὁποῖαι ἐλήφθησαν ἐκ τῶν διπλωματικῶν κύκλων, αἱ διαπραγματεύσεις θά συνεχισθοῦν κατά τάς προσεχεῖς ἑβδομάδας ὑπό τήν προεδρίαν τῶν ἐκπροσώπων τῶν ἐνδιαφερομένων κυβερνήσεων. Αἱ συζητήσεις διεξάγονται ἐν πνεύματι συνεννοήσεως καί ἀναμένεται ὅτι θά καταλήξουν εἰς θετικά ἀποτελέσματα ἐντός τοῦ προσεχοῦς μηνός. (856, 737, 1018, 881)
banner-subhead: ΔΥΤΙΚΟΙ ΔΙΠΛΩΜΑΤΑΙ ΕΙΣ ΤΗΝ ΜΟΣΧΑΝ ΠΙΣΤΕΥΟΥΝ ΕΙΣ ΤΗΝ ΕΝΑΡΞΙΝ ΤΩΝ ΣΧΕΤΙΚΩΝ ΔΙΑΠΡΑΓΜΑΤΕΥΣΕΩΝ ΕΝΤΟΣ ΤΟΥ Α΄ ΕΞΑΜΗΝΟΥ ΤΟΥ ΠΡΟΣΕΧΟΥΣ ΕΤΟΥΣ (526, 120, 1178, 178)
headline-indian-lawyers: ΔΥΟ ΙΝΔΟΙ ΔΙΚΗΓΟΡΟΙ ΕΖΗΤΗΣΑΝ ΝΑ ΠΑΡΑΣΤΟΥΝ ΕΙΣ ΤΗΝ ΔΙΚΗΝ ΤΟΥ ΣΤΡΑΤΗΓΟΥ ΜΑΛΕΤΕΡ (1202, 1862, 1352, 1910)
